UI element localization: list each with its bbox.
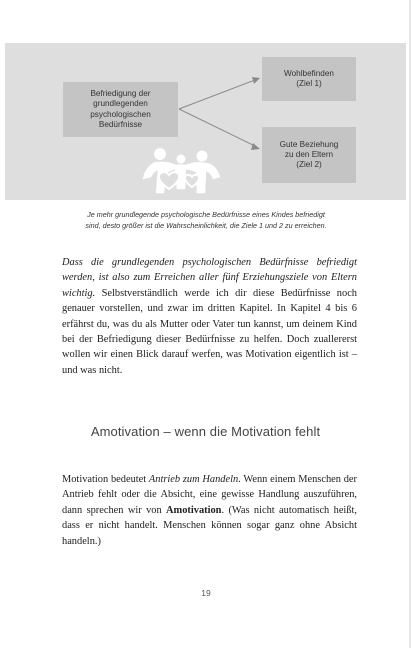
paragraph-2 — [62, 472, 357, 549]
box-relationship-label: Gute Beziehung zu den Eltern (Ziel 2) — [279, 139, 339, 170]
family-illustration-icon — [143, 149, 220, 194]
figure-panel — [5, 43, 406, 200]
paragraph-2-italic: Antrieb zum Handeln — [148, 474, 239, 485]
arrowhead-wellbeing — [252, 77, 260, 84]
paragraph-1-emphasis: Dass die grundlegenden psychologischen Bedürfnisse befriedigt werden, ist also zum Erreichen aller fünf Erziehungsziele von Eltern wichtig. — [62, 257, 357, 299]
figure-caption — [20, 209, 392, 231]
caption-line-1: Je mehr grundlegende psychologische Bedürfnisse eines Kindes befriedigt — [87, 210, 325, 219]
box-wellbeing-label: Wohlbefinden (Ziel 1) — [284, 68, 334, 88]
section-heading: Amotivation – wenn die Motivation fehlt — [90, 424, 321, 439]
caption-line-2: sind, desto größer ist die Wahrscheinlichkeit, die Ziele 1 und 2 zu erreichen. — [85, 221, 327, 230]
box-basic-needs-label: Befriedigung der grundlegenden psychologischen Bedürfnisse — [90, 89, 151, 129]
arrowhead-relationship — [251, 143, 260, 150]
paragraph-2-part-1: Motivation bedeutet — [62, 474, 149, 485]
box-basic-needs — [63, 82, 178, 137]
paragraph-2-bold: Amotivation — [166, 504, 222, 516]
paragraph-2-part-2: . Wenn einem Menschen der Antrieb fehlt oder die Absicht, eine gewisse Handlung auszuführen, dann sprechen wir von — [62, 474, 358, 516]
paragraph-1 — [62, 255, 357, 378]
box-wellbeing — [262, 57, 356, 101]
arrow-to-relationship — [179, 109, 255, 146]
arrow-to-wellbeing — [179, 80, 255, 109]
box-relationship — [262, 127, 356, 183]
paragraph-2-part-3: . (Was nicht automatisch heißt, dass er nicht handelt. Menschen können sogar ganz ohne Absicht handeln.) — [62, 504, 357, 547]
paragraph-1-rest: Selbstverständlich werde ich dir diese Bedürfnisse noch genauer vorstellen, und zwar im dritten Kapitel. In Kapitel 4 bis 6 erfährst du, was du als Mutter oder Vater tun kannst, um deinem Kind bei der Befriedigung dieser Bedürfnisse zu helfen. Doch zuallererst wollen wir einen Blick darauf werfen, was Motivation eigentlich ist – und was nicht. — [62, 287, 357, 376]
page-number: 19 — [201, 588, 211, 598]
